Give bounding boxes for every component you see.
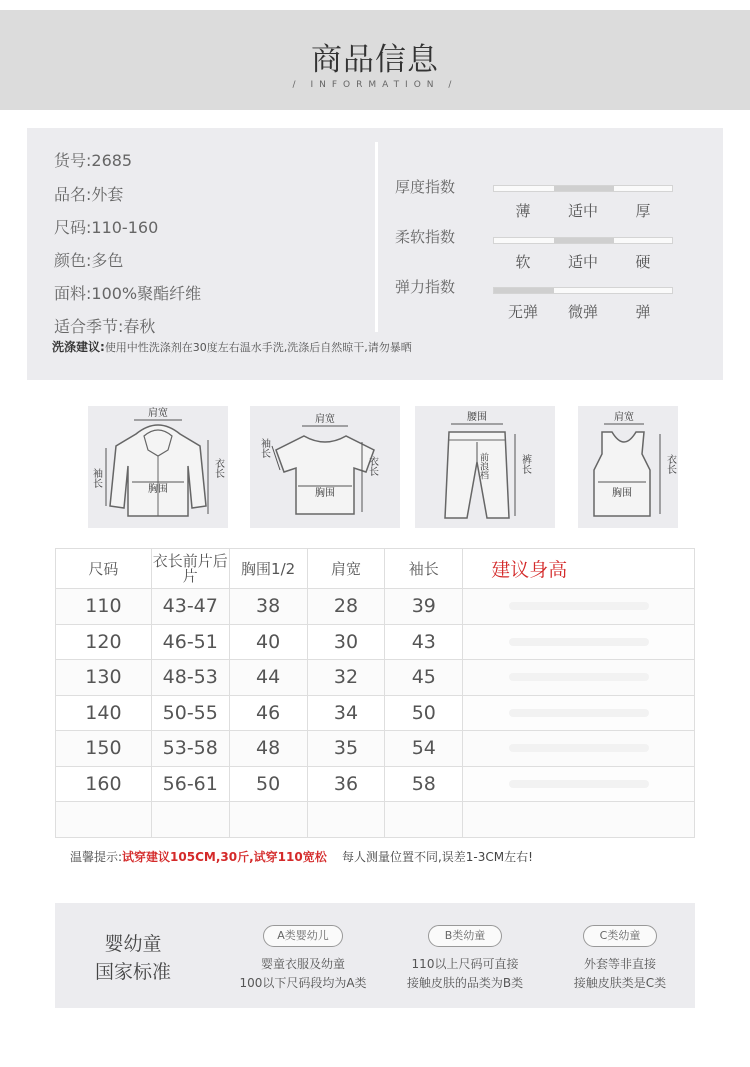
page-subtitle: / INFORMATION / xyxy=(292,80,458,90)
cell-chest: 38 xyxy=(229,589,307,625)
cell-shoulder: 28 xyxy=(307,589,385,625)
cell-shoulder: 35 xyxy=(307,731,385,767)
cell-length: 50-55 xyxy=(151,695,229,731)
cell-chest: 50 xyxy=(229,766,307,802)
wash-text: 使用中性洗涤剂在30度左右温水手洗,洗涤后自然晾干,请勿暴晒 xyxy=(104,341,412,354)
cell-shoulder: 32 xyxy=(307,660,385,696)
jacket-shoulder-label: 肩宽 xyxy=(148,408,168,419)
col-sleeve: 袖长 xyxy=(385,549,463,589)
attr-name: 品名:外套 xyxy=(54,185,124,204)
page-title: 商品信息 xyxy=(311,42,439,78)
thickness-tick-medium: 适中 xyxy=(567,202,598,220)
attr-fabric: 面料:100%聚酯纤维 xyxy=(54,284,202,303)
cell-empty xyxy=(151,802,229,838)
cell-sleeve: 39 xyxy=(385,589,463,625)
cell-chest: 44 xyxy=(229,660,307,696)
cell-size: 110 xyxy=(56,589,152,625)
col-shoulder: 肩宽 xyxy=(307,549,385,589)
elasticity-bar xyxy=(493,287,673,294)
tshirt-illustration xyxy=(250,406,400,528)
blurred-region xyxy=(509,709,649,717)
thickness-seg-0 xyxy=(494,186,554,191)
cell-shoulder: 36 xyxy=(307,766,385,802)
wash-label: 洗涤建议: xyxy=(52,340,105,354)
cell-sleeve: 50 xyxy=(385,695,463,731)
table-header-row xyxy=(56,549,695,589)
thickness-bar xyxy=(493,185,673,192)
table-row xyxy=(56,731,695,767)
elasticity-seg-0 xyxy=(494,288,554,293)
thickness-label: 厚度指数 xyxy=(395,178,456,196)
cell-size: 160 xyxy=(56,766,152,802)
blurred-region xyxy=(509,744,649,752)
table-row xyxy=(56,660,695,696)
pants-waist-label: 腰围 xyxy=(467,412,487,423)
tshirt-sleeve-label: 袖长 xyxy=(258,438,270,458)
cell-height-blurred xyxy=(463,766,695,802)
elasticity-seg-2 xyxy=(614,288,674,293)
cell-height-blurred xyxy=(463,660,695,696)
softness-bar xyxy=(493,237,673,244)
softness-tick-hard: 硬 xyxy=(635,253,651,271)
national-standard-panel xyxy=(55,903,695,1008)
class-a-desc-1: 婴童衣服及幼童 xyxy=(260,957,345,971)
cell-length: 48-53 xyxy=(151,660,229,696)
softness-seg-1 xyxy=(554,238,614,243)
pants-illustration xyxy=(415,406,555,528)
blurred-region xyxy=(509,780,649,788)
softness-seg-2 xyxy=(614,238,674,243)
table-row xyxy=(56,624,695,660)
blurred-region xyxy=(509,673,649,681)
cell-height-blurred xyxy=(463,731,695,767)
attr-size: 尺码:110-160 xyxy=(54,218,159,237)
vest-shoulder-label: 肩宽 xyxy=(614,412,634,423)
cell-size: 150 xyxy=(56,731,152,767)
pants-length-label: 裤长 xyxy=(519,454,531,474)
cell-height-blurred xyxy=(463,624,695,660)
blurred-region xyxy=(509,638,649,646)
cell-chest: 40 xyxy=(229,624,307,660)
cell-height-blurred xyxy=(463,589,695,625)
tip-highlight: 试穿建议105CM,30斤,试穿110宽松 xyxy=(122,850,327,864)
pants-rise-label: 前浪档 xyxy=(478,452,488,480)
elasticity-label: 弹力指数 xyxy=(395,278,456,296)
attr-item-no: 货号:2685 xyxy=(54,151,133,170)
elasticity-tick-stretch: 弹 xyxy=(635,303,651,321)
thickness-tick-thick: 厚 xyxy=(635,202,651,220)
softness-tick-soft: 软 xyxy=(515,253,531,271)
thickness-tick-thin: 薄 xyxy=(515,202,531,220)
cell-shoulder: 34 xyxy=(307,695,385,731)
blurred-region xyxy=(509,602,649,610)
vest-length-label: 衣长 xyxy=(664,454,676,474)
cell-chest: 46 xyxy=(229,695,307,731)
class-c-pill: C类幼童 xyxy=(583,925,657,947)
vest-figure xyxy=(578,406,678,528)
class-b-pill: B类幼童 xyxy=(428,925,502,947)
col-size: 尺码 xyxy=(56,549,152,589)
jacket-chest-label: 胸围 xyxy=(148,484,168,495)
cell-empty xyxy=(463,802,695,838)
tshirt-shoulder-label: 肩宽 xyxy=(315,414,335,425)
cell-sleeve: 54 xyxy=(385,731,463,767)
tip-label: 温馨提示: xyxy=(70,850,123,864)
thickness-seg-1 xyxy=(554,186,614,191)
info-header xyxy=(0,10,750,110)
size-table xyxy=(55,548,695,838)
tip-note: 每人测量位置不同,误差1-3CM左右! xyxy=(341,850,533,864)
vest-chest-label: 胸围 xyxy=(612,488,632,499)
cell-height-blurred xyxy=(463,695,695,731)
jacket-figure xyxy=(88,406,228,528)
standard-title-line2: 国家标准 xyxy=(94,961,171,983)
cell-empty xyxy=(307,802,385,838)
jacket-illustration xyxy=(88,406,228,528)
tshirt-figure xyxy=(250,406,400,528)
class-c-desc-2: 接触皮肤类是C类 xyxy=(573,976,667,990)
elasticity-seg-1 xyxy=(554,288,614,293)
panel-divider xyxy=(375,142,378,332)
class-a-desc-2: 100以下尺码段均为A类 xyxy=(239,976,367,990)
softness-seg-0 xyxy=(494,238,554,243)
cell-size: 120 xyxy=(56,624,152,660)
table-row xyxy=(56,589,695,625)
cell-sleeve: 43 xyxy=(385,624,463,660)
class-b-desc-2: 接触皮肤的品类为B类 xyxy=(406,976,524,990)
cell-chest: 48 xyxy=(229,731,307,767)
cell-empty xyxy=(229,802,307,838)
class-b-desc-1: 110以上尺码可直接 xyxy=(411,957,519,971)
softness-label: 柔软指数 xyxy=(395,228,456,246)
softness-tick-medium: 适中 xyxy=(567,253,598,271)
table-row xyxy=(56,766,695,802)
vest-illustration xyxy=(578,406,678,528)
elasticity-tick-none: 无弹 xyxy=(507,303,538,321)
cell-shoulder: 30 xyxy=(307,624,385,660)
cell-length: 43-47 xyxy=(151,589,229,625)
attr-season: 适合季节:春秋 xyxy=(54,317,156,336)
elasticity-tick-slight: 微弹 xyxy=(567,303,598,321)
cell-length: 46-51 xyxy=(151,624,229,660)
col-chest: 胸围1/2 xyxy=(229,549,307,589)
product-info-panel xyxy=(27,128,723,380)
col-length: 衣长前片后片 xyxy=(151,549,229,589)
table-row xyxy=(56,695,695,731)
col-recommended-height: 建议身高 xyxy=(463,549,695,589)
cell-empty xyxy=(56,802,152,838)
cell-empty xyxy=(385,802,463,838)
jacket-sleeve-label: 袖长 xyxy=(90,468,102,488)
cell-length: 53-58 xyxy=(151,731,229,767)
size-tip xyxy=(70,848,533,865)
tshirt-length-label: 衣长 xyxy=(366,456,378,476)
class-a-pill: A类婴幼儿 xyxy=(263,925,343,947)
wash-advice xyxy=(52,338,412,355)
thickness-seg-2 xyxy=(614,186,674,191)
cell-sleeve: 58 xyxy=(385,766,463,802)
cell-size: 140 xyxy=(56,695,152,731)
pants-figure xyxy=(415,406,555,528)
cell-length: 56-61 xyxy=(151,766,229,802)
standard-title-line1: 婴幼童 xyxy=(104,933,162,955)
cell-sleeve: 45 xyxy=(385,660,463,696)
table-row-empty xyxy=(56,802,695,838)
cell-size: 130 xyxy=(56,660,152,696)
class-c-desc-1: 外套等非直接 xyxy=(583,957,656,971)
tshirt-chest-label: 胸围 xyxy=(315,488,335,499)
attr-color: 颜色:多色 xyxy=(54,251,124,270)
jacket-length-label: 衣长 xyxy=(212,458,224,478)
